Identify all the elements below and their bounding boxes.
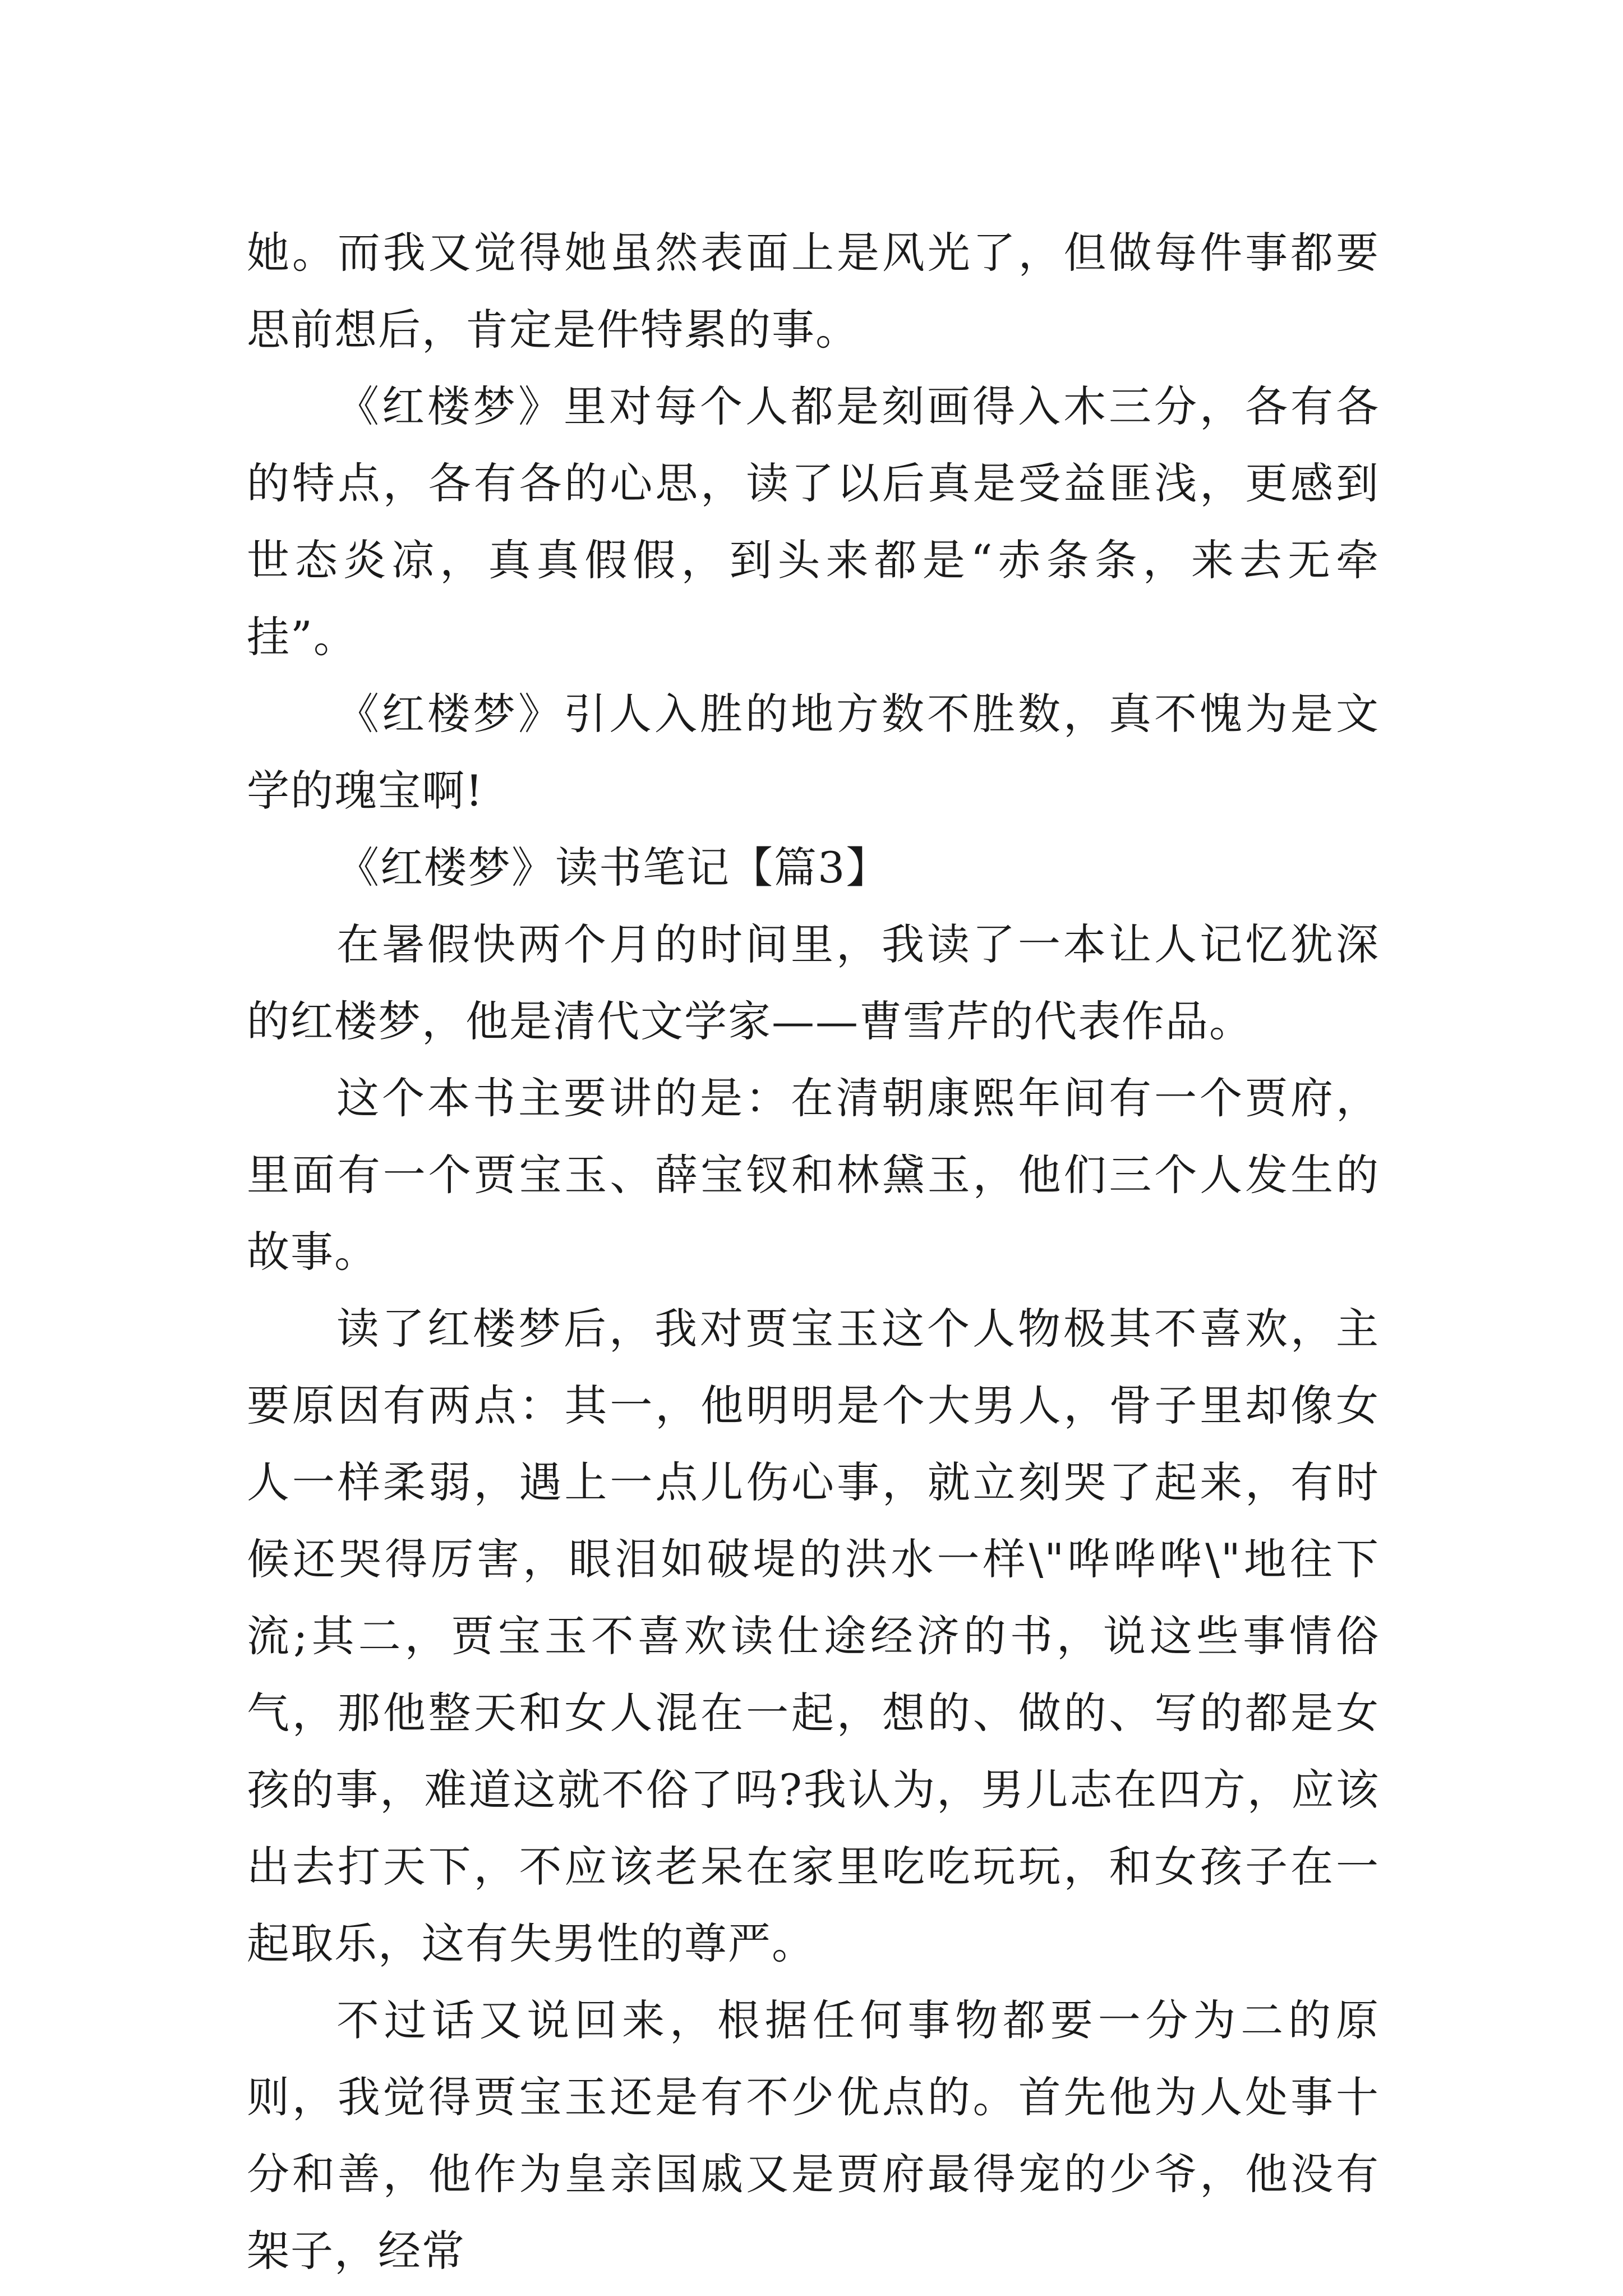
- document-body: [247, 214, 1380, 2289]
- paragraph: 《红楼梦》引人入胜的地方数不胜数，真不愧为是文学的瑰宝啊!: [247, 689, 1380, 816]
- paragraph: 不过话又说回来，根据任何事物都要一分为二的原则，我觉得贾宝玉还是有不少优点的。首先他为人处事十分和善，他作为皇亲国戚又是贾府最得宠的少爷，他没有架子，经常: [247, 1995, 1380, 2276]
- paragraph: 这个本书主要讲的是：在清朝康熙年间有一个贾府，里面有一个贾宝玉、薛宝钗和林黛玉，他们三个人发生的故事。: [247, 1073, 1380, 1277]
- paragraph-continuation: 她。而我又觉得她虽然表面上是风光了，但做每件事都要思前想后，肯定是件特累的事。: [247, 228, 1380, 355]
- section-heading: 《红楼梦》读书笔记【篇3】: [336, 843, 890, 892]
- paragraph: 读了红楼梦后，我对贾宝玉这个人物极其不喜欢，主要原因有两点：其一，他明明是个大男人，骨子里却像女人一样柔弱，遇上一点儿伤心事，就立刻哭了起来，有时候还哭得厉害，眼泪如破堤的洪水一样\"哗哗哗\"地往下流;其二，贾宝玉不喜欢读仕途经济的书，说这些事情俗气，那他整天和女人混在一起，想的、做的、写的都是女孩的事，难道这就不俗了吗?我认为，男儿志在四方，应该出去打天下，不应该老呆在家里吃吃玩玩，和女孩子在一起取乐，这有失男性的尊严。: [247, 1304, 1380, 1968]
- paragraph: 在暑假快两个月的时间里，我读了一本让人记忆犹深的红楼梦，他是清代文学家——曹雪芹的代表作品。: [247, 919, 1380, 1046]
- paragraph: 《红楼梦》里对每个人都是刻画得入木三分，各有各的特点，各有各的心思，读了以后真是受益匪浅，更感到世态炎凉，真真假假，到头来都是“赤条条，来去无牵挂”。: [247, 381, 1380, 662]
